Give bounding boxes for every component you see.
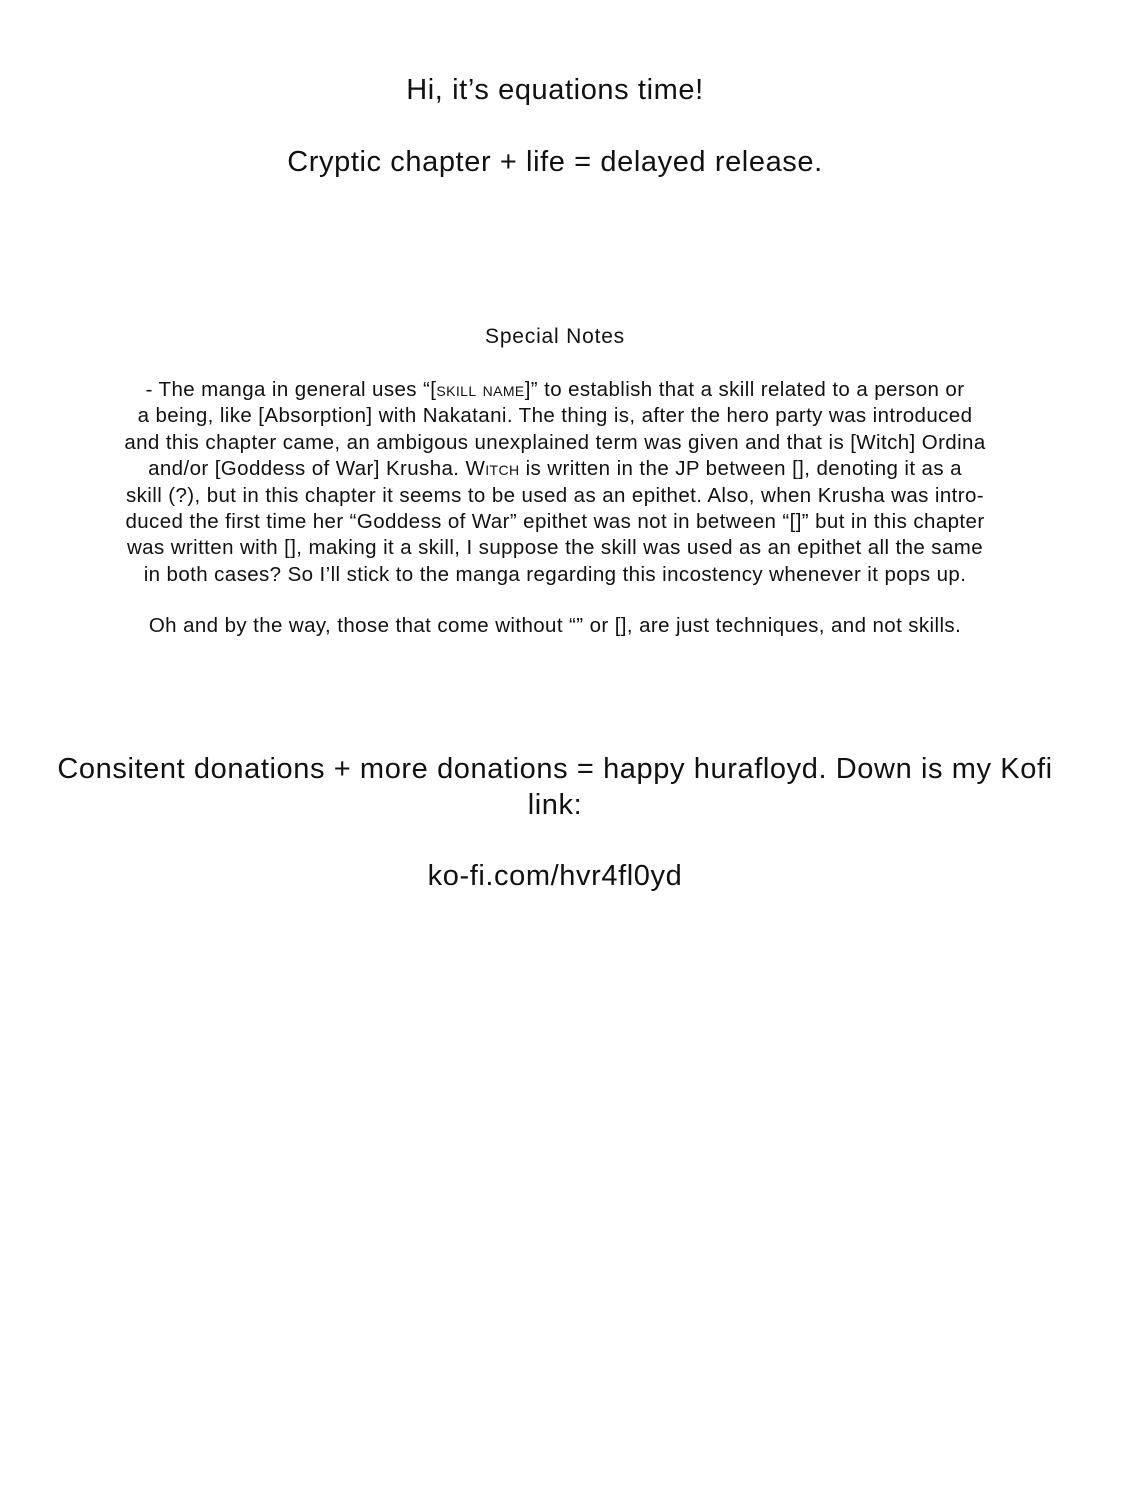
donation-message: Consitent donations + more donations = happy hurafloyd. Down is my Kofi link: (57, 753, 1053, 821)
intro-equation: Cryptic chapter + life = delayed release. (287, 146, 823, 178)
notes-line: a being, like [Absorption] with Nakatani. The thing is, after the hero party was introduced (137, 404, 973, 428)
kofi-link[interactable]: ko-fi.com/hvr4fl0yd (427, 860, 683, 892)
special-notes-heading: Special Notes (485, 325, 625, 348)
intro-greeting: Hi, it’s equations time! (406, 74, 704, 106)
notes-line: skill (?), but in this chapter it seems to be used as an epithet. Also, when Krusha was intro- (125, 483, 984, 507)
notes-footer: Oh and by the way, those that come without “” or [], are just techniques, and not skills. (148, 614, 962, 637)
notes-line: and this chapter came, an ambigous unexplained term was given and that is [Witch] Ordina (124, 430, 986, 454)
notes-line: duced the first time her “Goddess of War” epithet was not in between “[]” but in this chapter (125, 510, 985, 534)
notes-line: and/or [Goddess of War] Krusha. Witch is written in the JP between [], denoting it as a (148, 457, 962, 481)
notes-line: was written with [], making it a skill, I suppose the skill was used as an epithet all the same (126, 536, 984, 560)
special-notes-body (55, 377, 1055, 588)
notes-line: - The manga in general uses “[skill name]” to establish that a skill related to a person or (145, 378, 965, 401)
notes-line: in both cases? So I’ll stick to the manga regarding this incostency whenever it pops up. (143, 562, 967, 586)
